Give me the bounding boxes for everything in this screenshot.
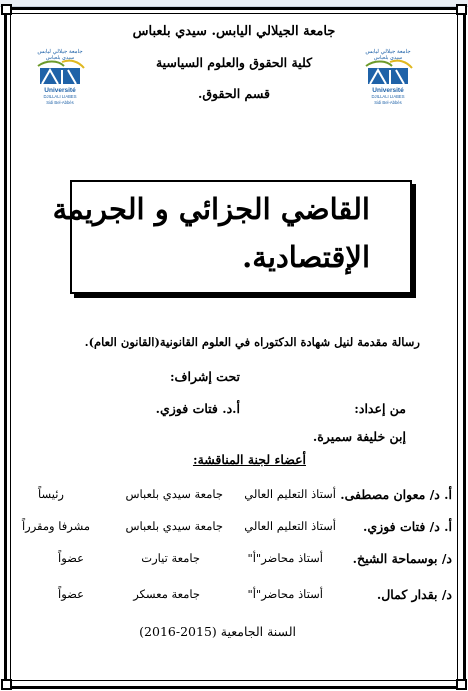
- department-name: قسم الحقوق.: [198, 86, 270, 101]
- logo-arabic-line1: جامعة جيلالي ليابس: [365, 49, 411, 55]
- supervisor-name: أ.د. فتات فوزي.: [155, 401, 240, 416]
- member-rank: أستاذ التعليم العالي: [244, 487, 336, 501]
- logo-latin-sub: DJILLALI LIABES: [43, 94, 77, 99]
- academic-year: السنة الجامعية (2015-2016): [139, 624, 296, 639]
- thesis-title-line2: الإقتصادية.: [242, 240, 370, 274]
- logo-latin-city: Sidi Bel-Abbès: [374, 100, 402, 105]
- supervision-label: تحت إشراف:: [169, 369, 240, 384]
- member-university: جامعة سيدي بلعباس: [125, 519, 223, 533]
- committee-heading: أعضاء لجنة المناقشة:: [192, 452, 306, 467]
- logo-latin-name: Université: [44, 87, 76, 94]
- member-name: أ. د/ فتات فوزي.: [363, 519, 452, 534]
- corner-ornament: [1, 679, 12, 690]
- member-role: عضواً: [58, 587, 84, 601]
- logo-latin-sub: DJILLALI LIABES: [371, 94, 405, 99]
- logo-arabic-line2: سيدي بلعباس: [373, 55, 403, 61]
- logo-latin-name: Université: [372, 87, 404, 94]
- university-logo-left: [32, 46, 88, 108]
- logo-arabic-line2: سيدي بلعباس: [45, 55, 75, 61]
- thesis-title-line1: القاضي الجزائي و الجريمة: [52, 192, 370, 226]
- corner-ornament: [1, 4, 12, 15]
- member-role: رئيساً: [38, 487, 64, 501]
- logo-arabic-line1: جامعة جيلالي ليابس: [37, 49, 83, 55]
- member-name: أ. د/ معوان مصطفى.: [340, 487, 452, 502]
- prepared-label: من إعداد:: [354, 401, 406, 416]
- member-role: عضواً: [58, 551, 84, 565]
- member-name: د/ بوسماحة الشيخ.: [352, 551, 452, 566]
- member-rank: أستاذ التعليم العالي: [244, 519, 336, 533]
- author-name: إبن خليفة سميرة.: [312, 429, 406, 444]
- member-university: جامعة تيارت: [141, 551, 200, 565]
- faculty-name: كلية الحقوق والعلوم السياسية: [155, 55, 313, 70]
- member-name: د/ بقدار كمال.: [376, 587, 452, 602]
- university-name: جامعة الجيلالي اليابس. سيدي بلعباس: [132, 24, 336, 39]
- corner-ornament: [456, 679, 467, 690]
- member-university: جامعة معسكر: [133, 587, 200, 601]
- member-rank: أستاذ محاضر"أ": [247, 551, 323, 565]
- corner-ornament: [456, 4, 467, 15]
- logo-latin-city: Sidi Bel-Abbès: [46, 100, 74, 105]
- thesis-title-box: [52, 180, 412, 294]
- ruler-bar: [0, 0, 468, 7]
- thesis-note: رسالة مقدمة لنيل شهادة الدكتوراه في العلوم القانونية(القانون العام).: [84, 335, 420, 349]
- university-logo-right: [360, 46, 416, 108]
- member-rank: أستاذ محاضر"أ": [247, 587, 323, 601]
- member-role: مشرفا ومقرراً: [21, 519, 90, 533]
- member-university: جامعة سيدي بلعباس: [125, 487, 223, 501]
